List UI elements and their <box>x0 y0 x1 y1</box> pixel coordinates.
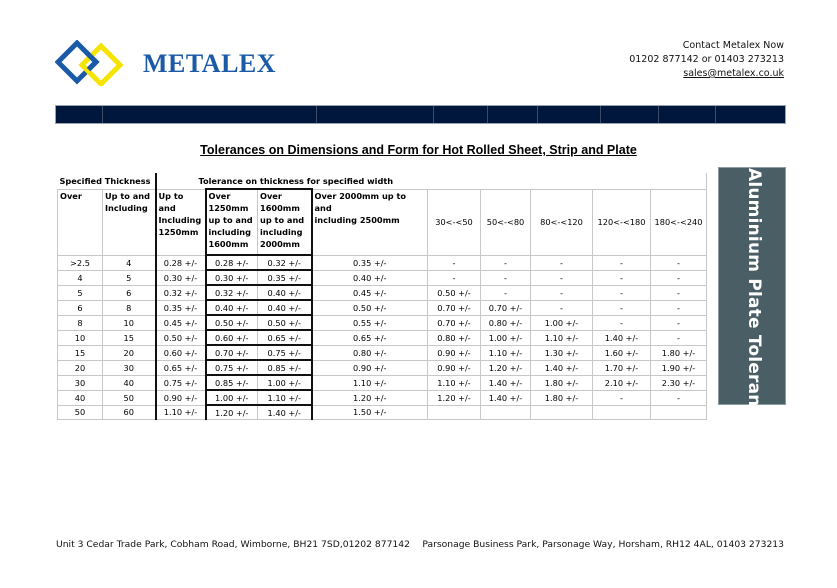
table-cell: 0.50 +/- <box>206 315 258 330</box>
table-cell: 20 <box>103 345 156 360</box>
table-cell: 10 <box>58 330 103 345</box>
table-cell: - <box>593 270 651 285</box>
table-cell: - <box>481 255 531 270</box>
header-bar <box>55 105 786 124</box>
column-header-1250-1600: Over 1250mm up to and including 1600mm <box>206 189 258 255</box>
table-cell: - <box>651 330 707 345</box>
table-cell: 1.10 +/- <box>258 390 312 405</box>
table-cell: - <box>593 285 651 300</box>
table-cell: 0.90 +/- <box>428 345 481 360</box>
table-cell: 0.75 +/- <box>258 345 312 360</box>
table-cell: 0.80 +/- <box>312 345 428 360</box>
table-cell: 0.70 +/- <box>206 345 258 360</box>
table-row <box>58 405 707 420</box>
table-body <box>58 255 707 420</box>
table-cell: 1.20 +/- <box>206 405 258 420</box>
table-cell: - <box>428 270 481 285</box>
table-cell: 6 <box>58 300 103 315</box>
brand-name: METALEX <box>143 49 277 78</box>
table-cell: 0.70 +/- <box>481 300 531 315</box>
table-cell: 0.32 +/- <box>206 285 258 300</box>
document-title: Tolerances on Dimensions and Form for Hot Rolled Sheet, Strip and Plate <box>200 143 637 157</box>
tolerance-table <box>57 173 707 420</box>
table-cell: 8 <box>58 315 103 330</box>
footer-left-address: Unit 3 Cedar Trade Park, Cobham Road, Wimborne, BH21 7SD,01202 877142 <box>56 539 410 550</box>
table-cell: 0.80 +/- <box>428 330 481 345</box>
table-cell: 1.80 +/- <box>651 345 707 360</box>
column-header-up-to-including: Up to and Including <box>103 189 156 255</box>
table-cell: - <box>593 255 651 270</box>
table-cell: 0.35 +/- <box>156 300 206 315</box>
contact-block <box>629 39 784 81</box>
table-cell: 20 <box>58 360 103 375</box>
table-cell: 1.40 +/- <box>481 390 531 405</box>
column-header-2000-2500: Over 2000mm up to and including 2500mm <box>312 189 428 255</box>
table-cell: 0.70 +/- <box>428 315 481 330</box>
table-cell <box>481 405 531 420</box>
table-cell: 1.70 +/- <box>593 360 651 375</box>
table-row <box>58 315 707 330</box>
side-label: Aluminium Plate Tolerances <box>744 168 764 439</box>
table-cell: 1.40 +/- <box>593 330 651 345</box>
table-cell: 1.40 +/- <box>531 360 593 375</box>
table-cell: 2.30 +/- <box>651 375 707 390</box>
table-cell: 6 <box>103 285 156 300</box>
contact-email-link[interactable]: sales@metalex.co.uk <box>683 68 784 79</box>
table-cell: 0.75 +/- <box>206 360 258 375</box>
table-cell: 1.30 +/- <box>531 345 593 360</box>
side-label-panel <box>718 167 786 439</box>
table-cell: - <box>531 270 593 285</box>
table-cell <box>428 405 481 420</box>
table-cell: 1.60 +/- <box>593 345 651 360</box>
table-cell: 50 <box>58 405 103 420</box>
table-cell: 0.28 +/- <box>156 255 206 270</box>
table-cell: 10 <box>103 315 156 330</box>
table-cell: 0.35 +/- <box>312 255 428 270</box>
column-header-80-120: 80<-<120 <box>531 189 593 255</box>
table-cell <box>651 405 707 420</box>
table-cell: - <box>531 285 593 300</box>
table-cell: 0.28 +/- <box>206 255 258 270</box>
table-row <box>58 375 707 390</box>
table-cell: 0.85 +/- <box>258 360 312 375</box>
table-cell: 0.65 +/- <box>156 360 206 375</box>
table-cell: 1.40 +/- <box>258 405 312 420</box>
table-cell: 0.45 +/- <box>156 315 206 330</box>
table-cell: 1.40 +/- <box>481 375 531 390</box>
table-cell: 30 <box>58 375 103 390</box>
header-bar-cell <box>488 106 539 123</box>
header-bar-cell <box>716 106 785 123</box>
column-header-over: Over <box>58 189 103 255</box>
table-row <box>58 270 707 285</box>
metalex-logo-icon <box>55 40 125 86</box>
table-cell: 0.90 +/- <box>312 360 428 375</box>
table-cell: - <box>651 315 707 330</box>
table-cell: 0.80 +/- <box>481 315 531 330</box>
column-header-50-80: 50<-<80 <box>481 189 531 255</box>
table-cell: 0.65 +/- <box>312 330 428 345</box>
table-cell: 1.00 +/- <box>481 330 531 345</box>
table-cell: 1.80 +/- <box>531 390 593 405</box>
table-cell: 1.20 +/- <box>312 390 428 405</box>
table-cell <box>593 405 651 420</box>
table-cell: - <box>428 255 481 270</box>
table-cell: 5 <box>58 285 103 300</box>
header-bar-cell <box>317 106 434 123</box>
table-cell: 1.20 +/- <box>428 390 481 405</box>
contact-title: Contact Metalex Now <box>682 40 784 51</box>
table-cell: 1.10 +/- <box>531 330 593 345</box>
table-cell: 0.70 +/- <box>428 300 481 315</box>
table-cell: 1.50 +/- <box>312 405 428 420</box>
table-cell: - <box>481 270 531 285</box>
table-row <box>58 330 707 345</box>
table-cell: 1.10 +/- <box>481 345 531 360</box>
table-cell: - <box>651 270 707 285</box>
table-cell: 0.30 +/- <box>206 270 258 285</box>
table-cell: 1.10 +/- <box>428 375 481 390</box>
table-cell: 0.40 +/- <box>258 300 312 315</box>
table-cell: 1.00 +/- <box>258 375 312 390</box>
table-cell: 0.55 +/- <box>312 315 428 330</box>
table-cell: 0.35 +/- <box>258 270 312 285</box>
table-cell: - <box>593 315 651 330</box>
table-cell: 0.32 +/- <box>156 285 206 300</box>
table-cell: 0.40 +/- <box>258 285 312 300</box>
table-cell: 0.50 +/- <box>428 285 481 300</box>
header-bar-cell <box>434 106 487 123</box>
table-cell <box>531 405 593 420</box>
column-header-180-240: 180<-<240 <box>651 189 707 255</box>
table-cell: - <box>481 285 531 300</box>
table-cell: 5 <box>103 270 156 285</box>
table-cell: 0.60 +/- <box>156 345 206 360</box>
contact-phone: 01202 877142 or 01403 273213 <box>629 54 784 65</box>
table-cell: 0.75 +/- <box>156 375 206 390</box>
table-cell: 8 <box>103 300 156 315</box>
table-cell: 4 <box>58 270 103 285</box>
table-cell: - <box>531 300 593 315</box>
table-cell: 0.90 +/- <box>156 390 206 405</box>
table-cell: 60 <box>103 405 156 420</box>
table-cell: 0.50 +/- <box>312 300 428 315</box>
table-cell: 1.20 +/- <box>481 360 531 375</box>
table-cell: 40 <box>103 375 156 390</box>
table-cell: 2.10 +/- <box>593 375 651 390</box>
table-row <box>58 345 707 360</box>
table-cell: 15 <box>103 330 156 345</box>
table-cell: - <box>651 285 707 300</box>
group-header-specified-thickness: Specified Thickness <box>58 173 156 189</box>
table-cell: 1.00 +/- <box>206 390 258 405</box>
table-cell: - <box>593 390 651 405</box>
table-cell: >2.5 <box>58 255 103 270</box>
column-header-up-to-1250: Up to and Including 1250mm <box>156 189 206 255</box>
column-header-120-180: 120<-<180 <box>593 189 651 255</box>
table-row <box>58 255 707 270</box>
table-cell: 30 <box>103 360 156 375</box>
table-cell: - <box>651 300 707 315</box>
footer-right-address: Parsonage Business Park, Parsonage Way, Horsham, RH12 4AL, 01403 273213 <box>422 539 784 550</box>
header-bar-cell <box>103 106 318 123</box>
header-bar-cell <box>601 106 659 123</box>
table-row <box>58 390 707 405</box>
table-cell: 0.50 +/- <box>258 315 312 330</box>
group-header-tolerance: Tolerance on thickness for specified width <box>156 173 707 189</box>
table-cell: 40 <box>58 390 103 405</box>
table-cell: 0.32 +/- <box>258 255 312 270</box>
table-row <box>58 300 707 315</box>
table-cell: 0.45 +/- <box>312 285 428 300</box>
table-cell: 0.30 +/- <box>156 270 206 285</box>
column-header-30-50: 30<-<50 <box>428 189 481 255</box>
table-cell: 0.40 +/- <box>206 300 258 315</box>
header-bar-cell <box>538 106 600 123</box>
header-bar-cell <box>56 106 103 123</box>
table-cell: 0.40 +/- <box>312 270 428 285</box>
table-cell: 0.50 +/- <box>156 330 206 345</box>
column-header-1600-2000: Over 1600mm up to and including 2000mm <box>258 189 312 255</box>
table-cell: - <box>651 390 707 405</box>
header-bar-cell <box>659 106 715 123</box>
table-cell: 4 <box>103 255 156 270</box>
table-cell: 1.10 +/- <box>312 375 428 390</box>
table-cell: - <box>531 255 593 270</box>
table-cell: 0.60 +/- <box>206 330 258 345</box>
table-cell: 1.00 +/- <box>531 315 593 330</box>
table-cell: 15 <box>58 345 103 360</box>
table-cell: 1.10 +/- <box>156 405 206 420</box>
table-row <box>58 285 707 300</box>
table-row <box>58 360 707 375</box>
table-cell: 1.80 +/- <box>531 375 593 390</box>
table-cell: 0.65 +/- <box>258 330 312 345</box>
table-cell: 1.90 +/- <box>651 360 707 375</box>
table-cell: 0.85 +/- <box>206 375 258 390</box>
table-cell: 0.90 +/- <box>428 360 481 375</box>
table-cell: - <box>651 255 707 270</box>
table-cell: - <box>593 300 651 315</box>
table-cell: 50 <box>103 390 156 405</box>
